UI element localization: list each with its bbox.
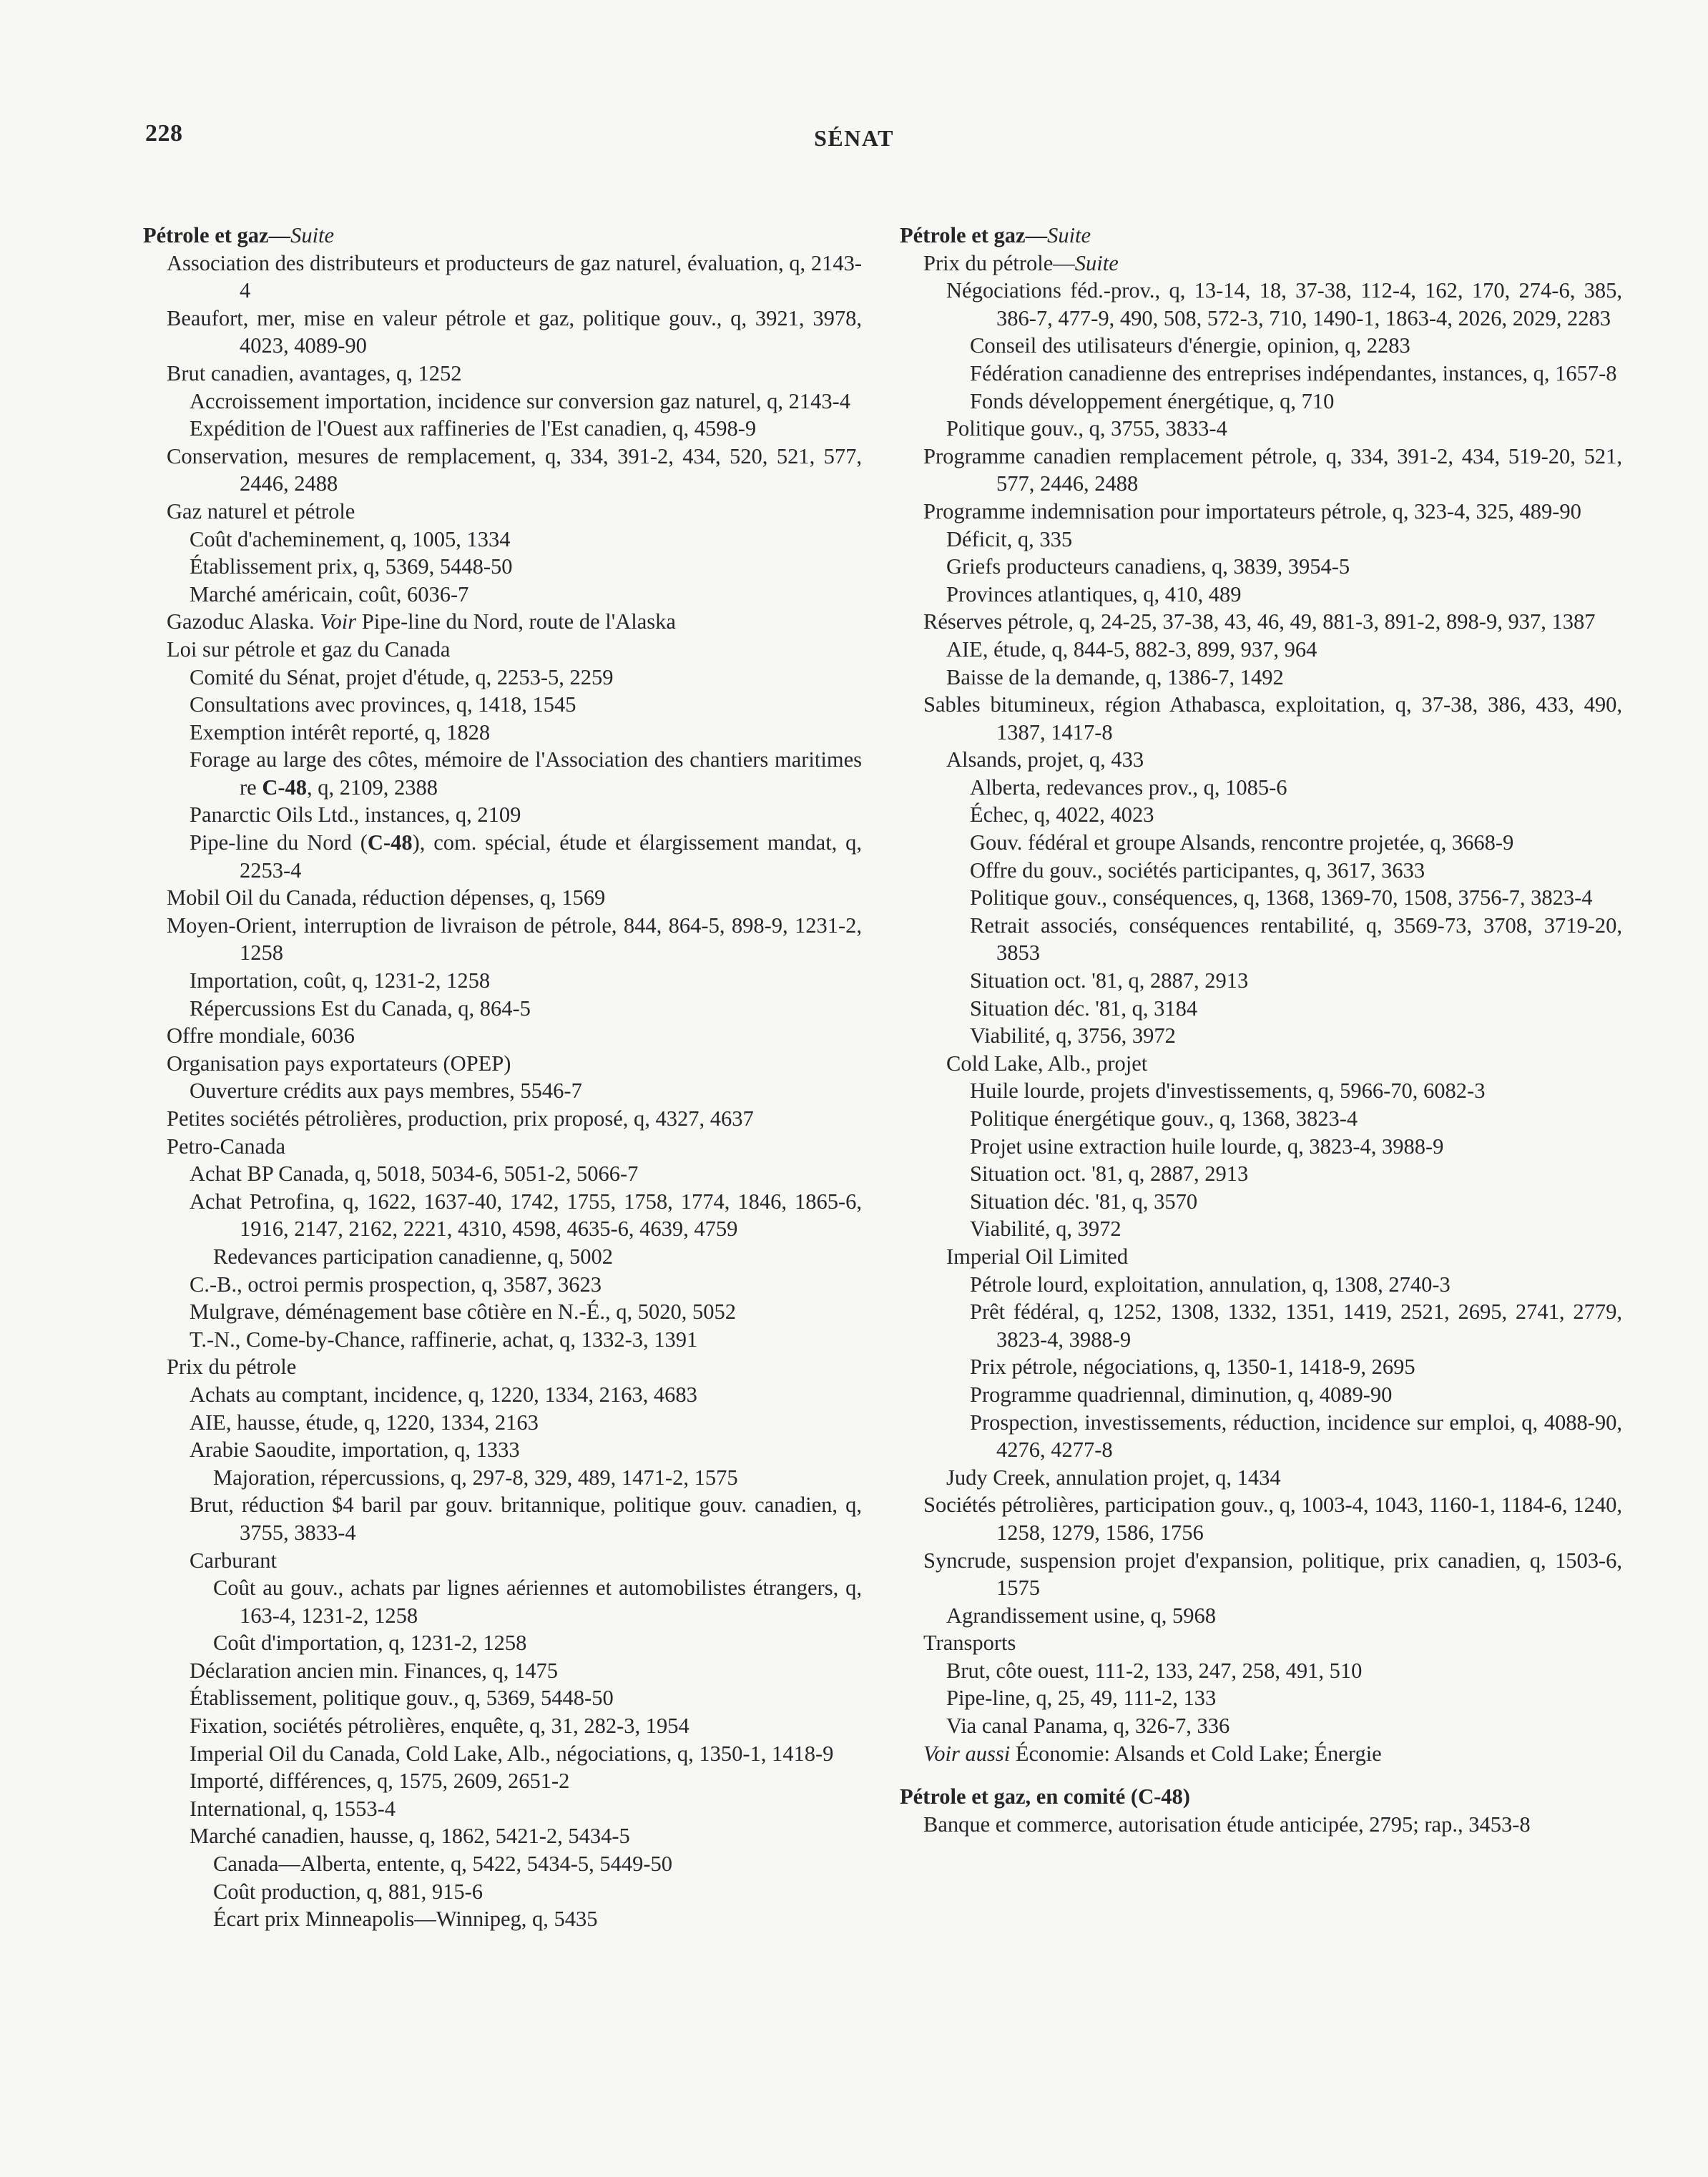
entry-text: Expédition de l'Ouest aux raffineries de l'Est canadien, q, 4598-9 (190, 416, 757, 441)
entry-text: Pipe-line, q, 25, 49, 111-2, 133 (946, 1686, 1217, 1711)
entry-text: International, q, 1553-4 (190, 1796, 396, 1821)
entry-text: Projet usine extraction huile lourde, q, 3823-4, 3988-9 (970, 1134, 1444, 1159)
entry-text: Syncrude, suspension projet d'expansion, politique, prix canadien, q, 1503-6, 1575 (923, 1548, 1622, 1601)
entry-text: Mulgrave, déménagement base côtière en N.-É., q, 5020, 5052 (190, 1299, 736, 1325)
index-entry (143, 1409, 862, 1437)
index-entry (143, 1712, 862, 1740)
index-entry (900, 1271, 1622, 1299)
index-entry (900, 608, 1622, 636)
heading-text: Pétrole et gaz, en comité (C-48) (900, 1784, 1190, 1809)
entry-text: Coût au gouv., achats par lignes aériennes et automobilistes étrangers, q, 163-4, 1231-2, 1258 (213, 1576, 862, 1628)
entry-text: Prix pétrole, négociations, q, 1350-1, 1418-9, 2695 (970, 1355, 1415, 1380)
entry-text: Coût d'importation, q, 1231-2, 1258 (213, 1631, 527, 1656)
entry-text-tail: , q, 2109, 2388 (307, 775, 438, 800)
entry-text: Redevances participation canadienne, q, 5002 (213, 1244, 613, 1269)
index-entry (900, 1050, 1622, 1078)
index-entry (900, 388, 1622, 416)
index-entry (143, 801, 862, 829)
index-entry (143, 526, 862, 554)
index-entry (143, 1353, 862, 1381)
index-entry (900, 1077, 1622, 1105)
entry-text: Offre mondiale, 6036 (167, 1023, 355, 1048)
entry-text: Prêt fédéral, q, 1252, 1308, 1332, 1351, 1419, 2521, 2695, 2741, 2779, 3823-4, 3988-9 (970, 1299, 1622, 1352)
entry-text: Viabilité, q, 3972 (970, 1217, 1122, 1242)
entry-text: Brut, réduction $4 baril par gouv. britannique, politique gouv. canadien, q, 3755, 3833-4 (190, 1493, 862, 1545)
index-entry (143, 1574, 862, 1629)
entry-text: Conseil des utilisateurs d'énergie, opinion, q, 2283 (970, 333, 1410, 358)
entry-text: Coût production, q, 881, 915-6 (213, 1879, 483, 1904)
entry-text: Achats au comptant, incidence, q, 1220, 1334, 2163, 4683 (190, 1382, 697, 1407)
index-entry (900, 691, 1622, 746)
entry-text: Judy Creek, annulation projet, q, 1434 (946, 1465, 1281, 1490)
entry-text: Imperial Oil Limited (946, 1244, 1129, 1269)
index-entry (143, 608, 862, 636)
entry-text: Association des distributeurs et producteurs de gaz naturel, évaluation, q, 2143-4 (167, 250, 862, 303)
entry-text: Retrait associés, conséquences rentabilité, q, 3569-73, 3708, 3719-20, 3853 (970, 913, 1622, 965)
index-entry (143, 1105, 862, 1133)
entry-text: Gaz naturel et pétrole (167, 498, 355, 524)
index-entry (143, 664, 862, 692)
entry-text: Importé, différences, q, 1575, 2609, 2651-2 (190, 1769, 570, 1794)
bill-reference: C-48 (262, 775, 308, 800)
index-entry (143, 1298, 862, 1326)
index-entry (900, 884, 1622, 912)
index-entry (900, 995, 1622, 1023)
index-entries (900, 250, 1622, 1768)
index-entry (143, 498, 862, 526)
index-entry (900, 1684, 1622, 1712)
heading-suffix: Suite (290, 223, 335, 247)
index-section (900, 222, 1622, 1767)
entry-text: Déclaration ancien min. Finances, q, 1475 (190, 1658, 558, 1683)
index-entry (900, 1188, 1622, 1216)
index-entry (900, 1602, 1622, 1630)
entry-text: Viabilité, q, 3756, 3972 (970, 1023, 1176, 1048)
index-entry (900, 332, 1622, 360)
index-entry (900, 1022, 1622, 1050)
entry-text: Prospection, investissements, réduction, incidence sur emploi, q, 4088-90, 4276, 4277-8 (970, 1410, 1622, 1463)
index-entry (900, 277, 1622, 332)
index-entry (143, 1326, 862, 1354)
entry-text: Alberta, redevances prov., q, 1085-6 (970, 775, 1287, 800)
entry-text: Mobil Oil du Canada, réduction dépenses, q, 1569 (167, 885, 606, 910)
index-entry (143, 967, 862, 995)
index-entry (143, 305, 862, 360)
entry-text: AIE, hausse, étude, q, 1220, 1334, 2163 (190, 1410, 539, 1435)
entry-text: Griefs producteurs canadiens, q, 3839, 3954-5 (946, 554, 1350, 579)
index-entry (900, 1215, 1622, 1243)
entry-text: Beaufort, mer, mise en valeur pétrole et gaz, politique gouv., q, 3921, 3978, 4023, 4089-90 (167, 305, 862, 358)
index-entry (143, 1188, 862, 1243)
entry-text: Situation oct. '81, q, 2887, 2913 (970, 1161, 1249, 1186)
index-entry (900, 581, 1622, 609)
index-entry (143, 1271, 862, 1299)
cross-reference-label: Suite (1074, 250, 1119, 275)
index-entry (900, 829, 1622, 857)
index-entry (900, 415, 1622, 443)
entry-text: Gazoduc Alaska. (167, 609, 320, 634)
entry-text: AIE, étude, q, 844-5, 882-3, 899, 937, 964 (946, 637, 1317, 662)
entry-text: Échec, q, 4022, 4023 (970, 802, 1154, 827)
entry-text: Négociations féd.-prov., q, 13-14, 18, 37-38, 112-4, 162, 170, 274-6, 385, 386-7, 477-9, 490, 508, 572-3, 710, 1490-1, 1863-4, 2026, 2029, 2283 (946, 278, 1622, 330)
index-entry (143, 388, 862, 416)
entry-text: Programme indemnisation pour importateurs pétrole, q, 323-4, 325, 489-90 (923, 498, 1581, 524)
entry-text: Agrandissement usine, q, 5968 (946, 1603, 1216, 1628)
heading-text: Pétrole et gaz (900, 223, 1026, 247)
entry-text: Moyen-Orient, interruption de livraison de pétrole, 844, 864-5, 898-9, 1231-2, 1258 (167, 913, 862, 965)
index-entry (143, 636, 862, 664)
entry-text: Fixation, sociétés pétrolières, enquête, q, 31, 282-3, 1954 (190, 1714, 689, 1739)
index-entry (900, 1298, 1622, 1353)
index-entry (143, 1243, 862, 1271)
entry-text: Établissement prix, q, 5369, 5448-50 (190, 554, 513, 579)
index-entry (143, 912, 862, 967)
index-entry (143, 746, 862, 801)
entry-text: Coût d'acheminement, q, 1005, 1334 (190, 526, 511, 551)
entry-text: C.-B., octroi permis prospection, q, 3587, 3623 (190, 1272, 602, 1297)
entry-text: Prix du pétrole (167, 1355, 297, 1380)
index-entry (143, 1905, 862, 1933)
index-entry (900, 360, 1622, 388)
index-section (900, 1783, 1622, 1838)
index-entry (143, 1491, 862, 1546)
index-entry (143, 415, 862, 443)
entry-text: Programme quadriennal, diminution, q, 4089-90 (970, 1382, 1393, 1407)
entry-text: Situation déc. '81, q, 3570 (970, 1189, 1198, 1214)
entry-text: Panarctic Oils Ltd., instances, q, 2109 (190, 802, 521, 827)
index-column-right (900, 222, 1622, 1838)
entry-text: Petro-Canada (167, 1134, 285, 1159)
index-entry (143, 829, 862, 884)
index-entry (900, 857, 1622, 885)
index-entry (143, 1684, 862, 1712)
heading-text: Pétrole et gaz (143, 223, 269, 247)
index-entry (900, 1491, 1622, 1546)
entry-text: Carburant (190, 1548, 277, 1573)
index-entry (900, 250, 1622, 277)
index-entry (143, 1547, 862, 1575)
entry-text: Situation déc. '81, q, 3184 (970, 996, 1198, 1021)
index-entry (900, 1811, 1622, 1839)
entry-text: Arabie Saoudite, importation, q, 1333 (190, 1438, 520, 1463)
entry-text: Offre du gouv., sociétés participantes, q, 3617, 3633 (970, 857, 1425, 883)
entry-text: Réserves pétrole, q, 24-25, 37-38, 43, 46, 49, 881-3, 891-2, 898-9, 937, 1387 (923, 609, 1596, 634)
entry-text: Politique gouv., conséquences, q, 1368, 1369-70, 1508, 3756-7, 3823-4 (970, 885, 1593, 910)
running-head: SÉNAT (814, 125, 894, 151)
entry-text: T.-N., Come-by-Chance, raffinerie, achat, q, 1332-3, 1391 (190, 1327, 698, 1352)
entry-text: Brut, côte ouest, 111-2, 133, 247, 258, 491, 510 (946, 1658, 1363, 1683)
entry-text: Achat BP Canada, q, 5018, 5034-6, 5051-2, 5066-7 (190, 1161, 639, 1186)
index-entry (900, 912, 1622, 967)
index-entry (143, 1464, 862, 1492)
index-entry (143, 1822, 862, 1850)
index-entry (143, 1629, 862, 1657)
entry-text: Provinces atlantiques, q, 410, 489 (946, 581, 1242, 606)
entry-text: Transports (923, 1631, 1016, 1656)
index-entry (900, 967, 1622, 995)
index-entry (143, 250, 862, 305)
index-entry (900, 1464, 1622, 1492)
entry-text: Comité du Sénat, projet d'étude, q, 2253-5, 2259 (190, 664, 614, 689)
index-entry (900, 746, 1622, 774)
entry-text: Via canal Panama, q, 326-7, 336 (946, 1714, 1230, 1739)
index-entry (143, 1740, 862, 1768)
entry-text: Ouverture crédits aux pays membres, 5546-7 (190, 1078, 582, 1104)
entry-text: Forage au large des côtes, mémoire de l'Association des chantiers maritimes re (190, 747, 862, 800)
index-entry (900, 1381, 1622, 1409)
entry-text: Baisse de la demande, q, 1386-7, 1492 (946, 664, 1284, 689)
index-entry (900, 443, 1622, 498)
entry-text: Exemption intérêt reporté, q, 1828 (190, 719, 491, 744)
page-number: 228 (145, 120, 183, 147)
index-entry (900, 1547, 1622, 1602)
index-entry (143, 581, 862, 609)
entry-text: Majoration, répercussions, q, 297-8, 329, 489, 1471-2, 1575 (213, 1465, 738, 1490)
index-entry (900, 1657, 1622, 1685)
entry-text: Pipe-line du Nord ( (190, 830, 368, 855)
entry-text-tail: ), com. spécial, étude et élargissement mandat, q, 2253-4 (240, 830, 862, 883)
index-entry (143, 1767, 862, 1795)
index-heading: Pétrole et gaz—Suite (143, 223, 335, 247)
entry-text: Fonds développement énergétique, q, 710 (970, 388, 1335, 413)
index-entry (143, 1657, 862, 1685)
index-column-left (143, 222, 862, 1933)
index-entry (143, 360, 862, 388)
entry-text: Situation oct. '81, q, 2887, 2913 (970, 968, 1249, 993)
entry-text: Écart prix Minneapolis—Winnipeg, q, 5435 (213, 1907, 598, 1932)
cross-reference-label: Voir (320, 609, 357, 634)
index-entry (900, 1712, 1622, 1740)
index-heading: Pétrole et gaz—Suite (900, 223, 1091, 247)
index-entry (900, 664, 1622, 692)
index-entry (143, 1850, 862, 1878)
entry-text: Importation, coût, q, 1231-2, 1258 (190, 968, 491, 993)
entry-text: Canada—Alberta, entente, q, 5422, 5434-5, 5449-50 (213, 1852, 673, 1877)
entry-text: Politique gouv., q, 3755, 3833-4 (946, 416, 1227, 441)
entry-text: Gouv. fédéral et groupe Alsands, rencontre projetée, q, 3668-9 (970, 830, 1514, 855)
index-entry (900, 1160, 1622, 1188)
index-entry (143, 884, 862, 912)
index-entry (143, 1160, 862, 1188)
entry-text: Prix du pétrole— (923, 250, 1075, 275)
entry-text: Accroissement importation, incidence sur conversion gaz naturel, q, 2143-4 (190, 388, 851, 413)
index-entry (900, 1353, 1622, 1381)
entry-text: Établissement, politique gouv., q, 5369, 5448-50 (190, 1686, 614, 1711)
index-entries (143, 250, 862, 1933)
entry-text: Déficit, q, 335 (946, 526, 1073, 551)
entry-text: Imperial Oil du Canada, Cold Lake, Alb., négociations, q, 1350-1, 1418-9 (190, 1741, 834, 1766)
index-entry (143, 443, 862, 498)
index-entry (143, 1133, 862, 1161)
entry-text: Sables bitumineux, région Athabasca, exploitation, q, 37-38, 386, 433, 490, 1387, 1417-8 (923, 692, 1622, 744)
index-entry (143, 995, 862, 1023)
index-entry (900, 498, 1622, 526)
entry-text: Programme canadien remplacement pétrole, q, 334, 391-2, 434, 519-20, 521, 577, 2446, 2488 (923, 443, 1622, 496)
entry-text: Alsands, projet, q, 433 (946, 747, 1144, 772)
index-entry (143, 1077, 862, 1105)
index-entry (900, 636, 1622, 664)
entry-text: Consultations avec provinces, q, 1418, 1545 (190, 692, 576, 717)
index-entry (143, 1878, 862, 1906)
heading-suffix: Suite (1047, 223, 1091, 247)
index-entry (143, 1381, 862, 1409)
entry-text: Marché canadien, hausse, q, 1862, 5421-2, 5434-5 (190, 1824, 630, 1849)
index-entry (143, 1795, 862, 1823)
entry-text: Fédération canadienne des entreprises indépendantes, instances, q, 1657-8 (970, 360, 1617, 385)
entry-text: Sociétés pétrolières, participation gouv., q, 1003-4, 1043, 1160-1, 1184-6, 1240, 1258, 1279, 1586, 1756 (923, 1493, 1622, 1545)
index-entry (900, 1105, 1622, 1133)
index-entry (900, 801, 1622, 829)
index-entry (143, 1022, 862, 1050)
index-entries (900, 1811, 1622, 1839)
cross-reference-label: Voir aussi (923, 1741, 1011, 1766)
index-entry (900, 526, 1622, 554)
entry-text: Brut canadien, avantages, q, 1252 (167, 360, 462, 385)
entry-text-tail: Économie: Alsands et Cold Lake; Énergie (1010, 1741, 1382, 1766)
index-heading (900, 1783, 1622, 1811)
entry-text: Petites sociétés pétrolières, production, prix proposé, q, 4327, 4637 (167, 1106, 754, 1131)
entry-text: Marché américain, coût, 6036-7 (190, 581, 469, 606)
entry-text: Achat Petrofina, q, 1622, 1637-40, 1742, 1755, 1758, 1774, 1846, 1865-6, 1916, 2147, 2162, 2221, 4310, 4598, 4635-6, 4639, 4759 (190, 1189, 862, 1242)
index-entry (900, 1133, 1622, 1161)
index-section (143, 222, 862, 1933)
index-entry (143, 1436, 862, 1464)
entry-text: Politique énergétique gouv., q, 1368, 3823-4 (970, 1106, 1358, 1131)
index-entry (143, 719, 862, 747)
entry-text: Loi sur pétrole et gaz du Canada (167, 637, 451, 662)
entry-text: Conservation, mesures de remplacement, q, 334, 391-2, 434, 520, 521, 577, 2446, 2488 (167, 443, 862, 496)
index-entry (900, 553, 1622, 581)
index-entry (900, 774, 1622, 802)
entry-text: Huile lourde, projets d'investissements, q, 5966-70, 6082-3 (970, 1078, 1486, 1104)
bill-reference: C-48 (367, 830, 413, 855)
index-entry (900, 1243, 1622, 1271)
entry-text: Organisation pays exportateurs (OPEP) (167, 1051, 511, 1076)
index-entry (143, 1050, 862, 1078)
entry-text: Pétrole lourd, exploitation, annulation, q, 1308, 2740-3 (970, 1272, 1451, 1297)
index-entry (143, 553, 862, 581)
entry-text: Cold Lake, Alb., projet (946, 1051, 1148, 1076)
entry-text: Banque et commerce, autorisation étude anticipée, 2795; rap., 3453-8 (923, 1812, 1531, 1837)
entry-text: Répercussions Est du Canada, q, 864-5 (190, 996, 531, 1021)
entry-text-tail: Pipe-line du Nord, route de l'Alaska (356, 609, 676, 634)
index-entry (143, 691, 862, 719)
index-entry (900, 1409, 1622, 1464)
index-entry (900, 1629, 1622, 1657)
index-entry (900, 1740, 1622, 1768)
